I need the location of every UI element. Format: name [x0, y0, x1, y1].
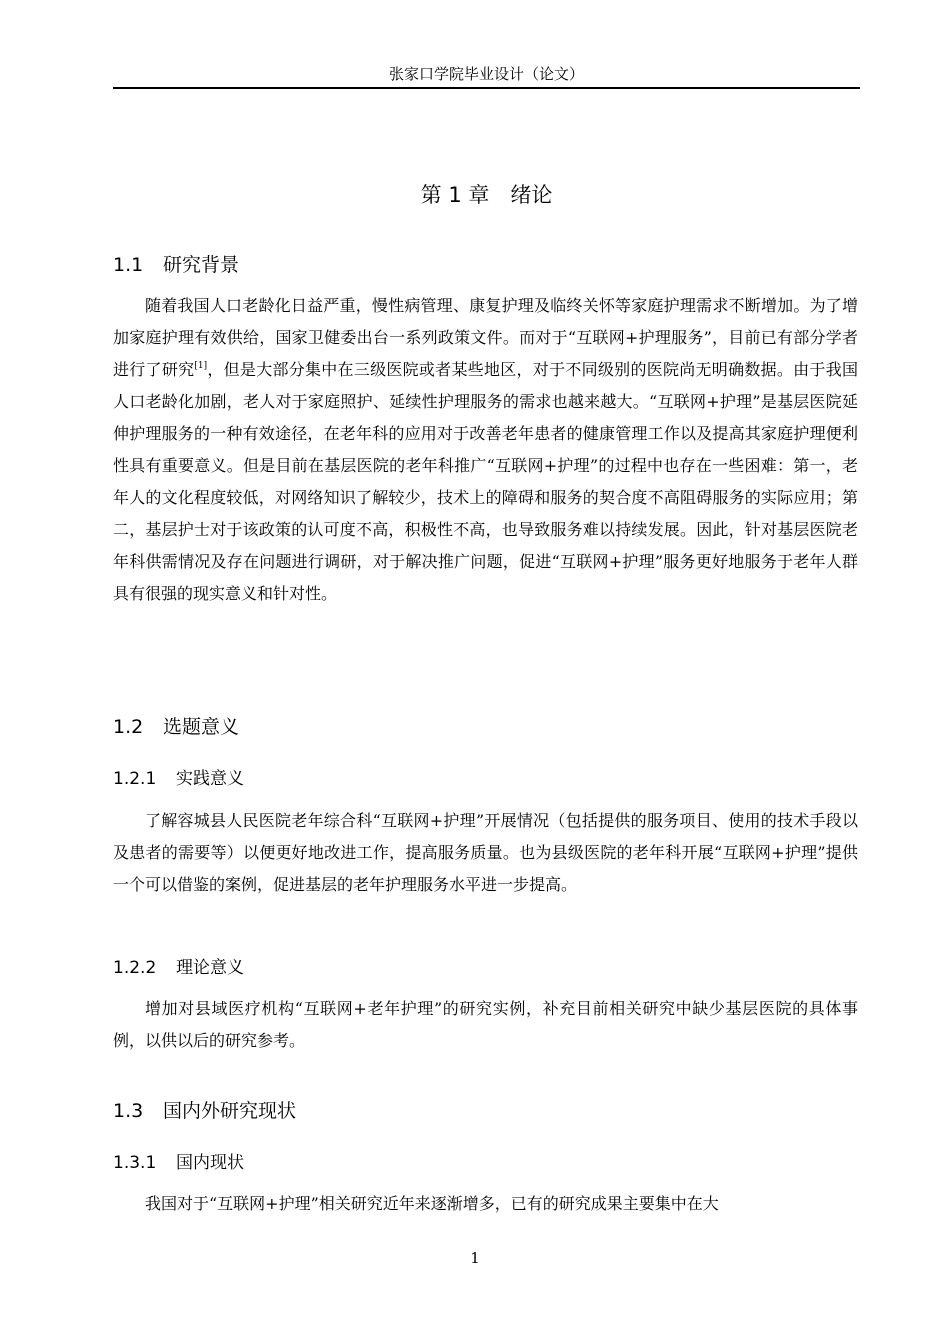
section-title: 研究背景	[163, 254, 240, 276]
section-heading-1-3	[113, 1097, 296, 1125]
subsection-heading-1-3-1	[113, 1150, 244, 1176]
subsection-number: 1.2.1	[113, 769, 157, 789]
section-number: 1.1	[113, 254, 144, 276]
paragraph-text: ，但是大部分集中在三级医院或者某些地区，对于不同级别的医院尚无明确数据。由于我国人口老龄化加剧，老人对于家庭照护、延续性护理服务的需求也越来越大。“互联网+护理”是基层医院延伸护理服务的一种有效途径，在老年科的应用对于改善老年患者的健康管理工作以及提高其家庭护理便利性具有重要意义。但是目前在基层医院的老年科推广“互联网+护理”的过程中也存在一些困难：第一，老年人的文化程度较低，对网络知识了解较少，技术上的障碍和服务的契合度不高阻碍服务的实际应用；第二，基层护士对于该政策的认可度不高，积极性不高，也导致服务难以持续发展。因此，针对基层医院老年科供需情况及存在问题进行调研，对于解决推广问题，促进“互联网+护理”服务更好地服务于老年人群具有很强的现实意义和针对性。	[113, 360, 858, 603]
subsection-number: 1.2.2	[113, 958, 157, 978]
subsection-title: 理论意义	[176, 958, 244, 978]
section-title: 国内外研究现状	[163, 1100, 297, 1122]
section-heading-1-1	[113, 251, 239, 279]
chapter-title: 第 1 章 绪论	[420, 183, 553, 207]
section-number: 1.3	[113, 1100, 144, 1122]
subsection-number: 1.3.1	[113, 1153, 157, 1173]
paragraph-research-background	[113, 290, 858, 610]
subsection-title: 实践意义	[176, 769, 244, 789]
citation-marker: [1]	[194, 361, 208, 371]
paragraph-practical-significance: 了解容城县人民医院老年综合科“互联网+护理”开展情况（包括提供的服务项目、使用的技术手段以及患者的需要等）以便更好地改进工作，提高服务质量。也为县级医院的老年科开展“互联网+护理”提供一个可以借鉴的案例，促进基层的老年护理服务水平进一步提高。	[113, 811, 858, 894]
subsection-heading-1-2-1	[113, 766, 244, 792]
section-number: 1.2	[113, 716, 144, 738]
section-title: 选题意义	[163, 716, 240, 738]
paragraph-text: 随着我国人口老龄化日益严重，慢性病管理、康复护理及临终关怀等家庭护理需求不断增加。为了增加家庭护理有效供给，国家卫健委出台一系列政策文件。而对于“互联网+护理服务”，目前已有部分学者进行了研究	[113, 296, 858, 379]
paragraph-theoretical-significance: 增加对县域医疗机构“互联网+老年护理”的研究实例，补充目前相关研究中缺少基层医院的具体事例，以供以后的研究参考。	[113, 999, 858, 1050]
subsection-title: 国内现状	[176, 1153, 244, 1173]
page-number: 1	[470, 1249, 480, 1267]
subsection-heading-1-2-2	[113, 955, 244, 981]
paragraph-domestic-status: 我国对于“互联网+护理”相关研究近年来逐渐增多，已有的研究成果主要集中在大	[145, 1194, 719, 1213]
running-header: 张家口学院毕业设计（论文）	[388, 65, 584, 83]
header-rule	[113, 87, 860, 89]
section-heading-1-2	[113, 713, 239, 741]
